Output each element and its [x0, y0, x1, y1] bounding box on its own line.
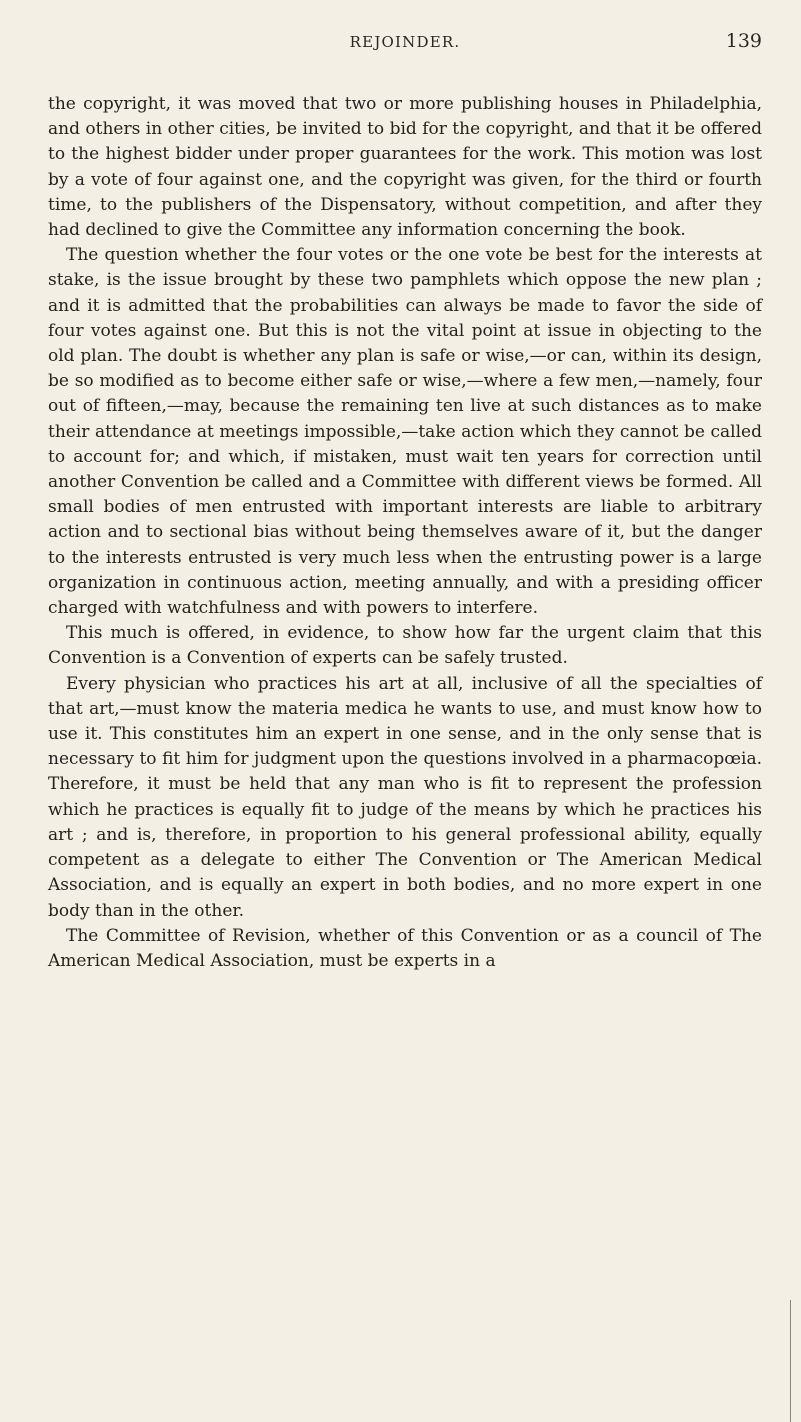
page-edge-line — [790, 1300, 791, 1422]
paragraph-continuation: the copyright, it was moved that two or more publishing houses in Philadelphia, and others in other cities, be invited to bid for the copyright, and that it be offered to the highest bidder under proper guarantees for the work. This motion was lost by a vote of four against one, and the copyright was given, for the third or fourth time, to the publishers of the Dispensatory, without competition, and after they had declined to give the Committee any information concerning the book. — [48, 94, 762, 241]
running-title: REJOINDER. — [349, 33, 461, 51]
paragraph: Every physician who practices his art at all, inclusive of all the specialties of that art,—must know the materia medica he wants to use, and must know how to use it. This constitutes him an expert in one sense, and in the only sense that is necessary to fit him for judgment upon the questions involved in a pharmacopœia. Therefore, it must be held that any man who is fit to represent the profession which he practices is equally fit to judge of the means by which he practices his art ; and is, therefore, in proportion to his general professional ability, equally competent as a delegate to either The Convention or The American Medical Association, and is equally an expert in both bodies, and no more expert in one body than in the other. — [48, 673, 762, 921]
body-text — [48, 92, 762, 974]
paragraph: The question whether the four votes or the one vote be best for the interests at stake, is the issue brought by these two pamphlets which oppose the new plan ; and it is admitted that the probabilities can always be made to favor the side of four votes against one. But this is not the vital point at issue in objecting to the old plan. The doubt is whether any plan is safe or wise,—or can, within its design, be so modified as to become either safe or wise,—where a few men,—namely, four out of fifteen,—may, because the remaining ten live at such distances as to make their attendance at meetings impossible,—take action which they cannot be called to account for; and which, if mistaken, must wait ten years for correction until another Convention be called and a Committee with different views be formed. All small bodies of men entrusted with important interests are liable to arbitrary action and to sectional bias without being themselves aware of it, but the danger to the interests entrusted is very much less when the entrusting power is a large organization in continuous action, meeting annually, and with a presiding officer charged with watchfulness and with powers to interfere. — [48, 245, 762, 619]
paragraph: The Committee of Revision, whether of this Convention or as a council of The American Medical Association, must be experts in a — [48, 925, 762, 971]
paragraph: This much is offered, in evidence, to show how far the urgent claim that this Convention is a Convention of experts can be safely trusted. — [48, 623, 762, 669]
page-number: 139 — [725, 30, 762, 52]
running-head — [48, 30, 762, 60]
